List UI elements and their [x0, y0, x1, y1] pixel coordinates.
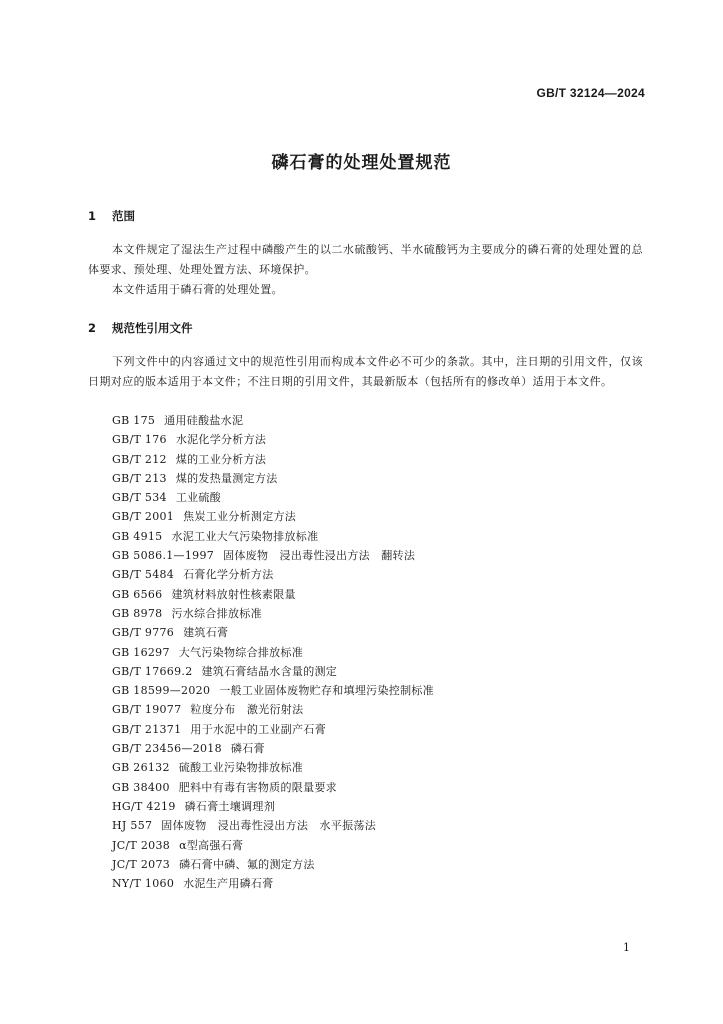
- reference-title: 工业硫酸: [175, 491, 222, 505]
- reference-item: [112, 778, 434, 797]
- reference-title: α型高强石膏: [179, 838, 244, 852]
- reference-code: GB/T 9776: [112, 626, 175, 640]
- reference-code: GB 8978: [112, 606, 163, 620]
- section-2-heading: [88, 320, 193, 336]
- reference-item: [112, 855, 434, 874]
- reference-item: [112, 836, 434, 855]
- reference-code: GB 4915: [112, 529, 163, 543]
- reference-title: 固体废物 浸出毒性浸出方法 水平振荡法: [161, 819, 376, 833]
- reference-code: GB 6566: [112, 587, 163, 601]
- reference-title: 粒度分布 激光衍射法: [190, 703, 304, 717]
- section-1-title: 范围: [112, 209, 136, 223]
- reference-title: 磷石膏: [230, 742, 265, 756]
- reference-item: [112, 604, 434, 623]
- reference-title: 水泥工业大气污染物排放标准: [171, 529, 319, 543]
- document-title: 磷石膏的处理处置规范: [271, 153, 452, 173]
- reference-list: [112, 411, 434, 893]
- reference-code: HG/T 4219: [112, 799, 176, 813]
- section-1-heading: [88, 208, 135, 224]
- reference-title: 水泥生产用磷石膏: [183, 877, 274, 891]
- reference-item: [112, 700, 434, 719]
- scope-paragraph-2: 本文件适用于磷石膏的处理处置。: [112, 283, 283, 296]
- reference-item: [112, 527, 434, 546]
- reference-item: [112, 585, 434, 604]
- reference-title: 煤的工业分析方法: [175, 452, 267, 466]
- reference-item: [112, 469, 434, 488]
- reference-title: 磷石膏土壤调理剂: [184, 799, 276, 813]
- reference-code: JC/T 2038: [112, 838, 171, 852]
- page-number: 1: [623, 941, 630, 954]
- reference-item: [112, 758, 434, 777]
- reference-item: [112, 739, 434, 758]
- reference-code: NY/T 1060: [112, 877, 175, 891]
- reference-item: [112, 874, 434, 893]
- reference-code: GB/T 5484: [112, 568, 175, 582]
- reference-item: [112, 816, 434, 835]
- reference-item: [112, 565, 434, 584]
- reference-item: [112, 507, 434, 526]
- reference-title: 石膏化学分析方法: [183, 568, 274, 582]
- reference-code: GB/T 2001: [112, 510, 175, 524]
- reference-title: 建筑石膏: [183, 626, 229, 640]
- reference-item: [112, 643, 434, 662]
- reference-code: GB 38400: [112, 780, 170, 794]
- reference-title: 水泥化学分析方法: [175, 433, 267, 447]
- reference-code: GB/T 17669.2: [112, 664, 193, 678]
- reference-item: [112, 488, 434, 507]
- reference-code: GB 16297: [112, 645, 170, 659]
- reference-title: 建筑石膏结晶水含量的测定: [201, 664, 338, 678]
- standard-code: GB/T 32124—2024: [536, 86, 645, 100]
- reference-title: 煤的发热量测定方法: [175, 471, 278, 485]
- reference-item: [112, 546, 434, 565]
- reference-item: [112, 720, 434, 739]
- reference-item: [112, 450, 434, 469]
- reference-title: 污水综合排放标准: [171, 606, 262, 620]
- reference-title: 固体废物 浸出毒性浸出方法 翻转法: [223, 549, 416, 563]
- reference-title: 一般工业固体废物贮存和填埋污染控制标准: [219, 684, 434, 698]
- reference-item: [112, 797, 434, 816]
- reference-code: GB 175: [112, 414, 156, 427]
- references-intro-paragraph: 下列文件中的内容通过文中的规范性引用而构成本文件必不可少的条款。其中，注日期的引用文件，仅该日期对应的版本适用于本文件；不注日期的引用文件，其最新版本（包括所有的修改单）适用于本文件。: [88, 355, 643, 388]
- reference-code: GB/T 212: [112, 452, 167, 466]
- reference-item: [112, 411, 434, 430]
- reference-code: GB/T 21371: [112, 722, 182, 736]
- reference-title: 大气污染物综合排放标准: [178, 645, 304, 659]
- reference-title: 通用硅酸盐水泥: [164, 414, 244, 427]
- reference-code: JC/T 2073: [112, 857, 171, 871]
- reference-code: GB/T 213: [112, 471, 167, 485]
- scope-paragraph-1: 本文件规定了湿法生产过程中磷酸产生的以二水硫酸钙、半水硫酸钙为主要成分的磷石膏的处理处置的总体要求、预处理、处理处置方法、环境保护。: [88, 243, 643, 276]
- section-2-number: 2: [88, 321, 97, 335]
- reference-title: 硫酸工业污染物排放标准: [178, 761, 304, 775]
- reference-code: GB 26132: [112, 761, 170, 775]
- reference-code: GB/T 19077: [112, 703, 182, 717]
- reference-title: 建筑材料放射性核素限量: [171, 587, 296, 601]
- reference-code: HJ 557: [112, 819, 153, 833]
- reference-item: [112, 430, 434, 449]
- reference-item: [112, 662, 434, 681]
- reference-code: GB/T 176: [112, 433, 167, 447]
- section-1-number: 1: [88, 209, 97, 223]
- reference-code: GB 5086.1—1997: [112, 549, 215, 563]
- reference-title: 磷石膏中磷、氟的测定方法: [179, 857, 315, 871]
- reference-code: GB 18599—2020: [112, 684, 211, 698]
- reference-title: 肥料中有毒有害物质的限量要求: [178, 780, 337, 794]
- reference-item: [112, 681, 434, 700]
- section-2-title: 规范性引用文件: [112, 321, 193, 335]
- reference-item: [112, 623, 434, 642]
- reference-title: 用于水泥中的工业副产石膏: [190, 722, 327, 736]
- reference-code: GB/T 23456—2018: [112, 742, 222, 756]
- reference-code: GB/T 534: [112, 491, 167, 505]
- reference-title: 焦炭工业分析测定方法: [183, 510, 297, 524]
